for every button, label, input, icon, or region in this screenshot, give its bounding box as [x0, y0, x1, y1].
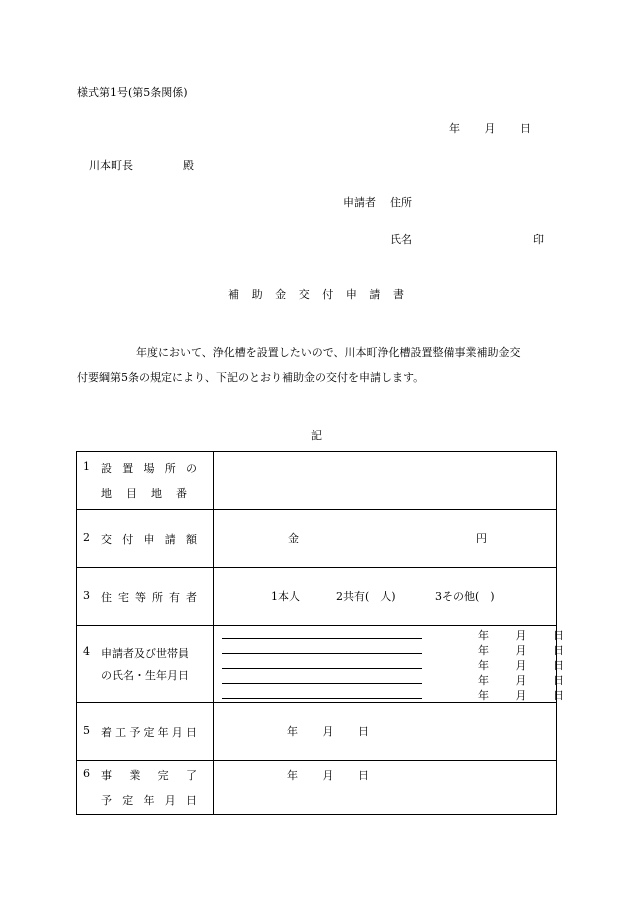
- row4-number: 4: [83, 645, 90, 658]
- row5-month: 月: [322, 724, 334, 738]
- name-label: 氏名: [390, 233, 412, 246]
- address-label: 住所: [390, 196, 412, 209]
- row6-day: 日: [358, 769, 369, 782]
- row3-label-text: 住 宅 等 所 有 者: [101, 590, 197, 604]
- row2-number: 2: [83, 530, 90, 544]
- body-line-1: 年度において、浄化槽を設置したいので、川本町浄化槽設置整備事業補助金交: [136, 346, 521, 359]
- member-name-line[interactable]: [222, 683, 422, 684]
- application-table: [76, 451, 564, 815]
- row1-label: [77, 452, 214, 510]
- owner-option-shared[interactable]: 2共有( 人): [336, 589, 396, 603]
- submission-date: [449, 123, 531, 134]
- birthdate-month: 月: [515, 689, 527, 702]
- table-row: [77, 626, 557, 703]
- birthdate-year: 年: [478, 689, 489, 702]
- birthdate-day: 日: [553, 674, 564, 687]
- birthdate-month: 月: [515, 644, 527, 657]
- row6-month: 月: [322, 769, 334, 782]
- member-name-line[interactable]: [222, 668, 422, 669]
- member-name-line[interactable]: [222, 638, 422, 639]
- row6-label-line1: 事 業 完 了: [101, 769, 197, 782]
- member-birthdate[interactable]: [478, 687, 564, 703]
- row4-label-line2: の氏名・生年月日: [101, 669, 189, 682]
- document-title: 補 助 金 交 付 申 請 書: [228, 288, 404, 301]
- birthdate-month: 月: [515, 674, 527, 687]
- ki-mark: 記: [311, 429, 322, 442]
- date-day: 日: [520, 122, 531, 135]
- yen-mark: 円: [476, 531, 487, 545]
- row1-value[interactable]: [214, 452, 557, 510]
- member-birthdate[interactable]: [478, 672, 564, 688]
- row2-value[interactable]: [214, 510, 557, 568]
- row3-label: [77, 568, 214, 626]
- birthdate-year: 年: [478, 659, 489, 672]
- applicant-label: 申請者: [343, 196, 376, 209]
- member-name-line[interactable]: [222, 653, 422, 654]
- date-year: 年: [449, 122, 460, 135]
- row3-number: 3: [83, 588, 90, 602]
- row6-number: 6: [83, 767, 90, 780]
- member-birthdate[interactable]: [478, 627, 564, 643]
- body-line-2: 付要綱第5条の規定により、下記のとおり補助金の交付を申請します。: [77, 371, 425, 384]
- row4-value: [214, 626, 564, 703]
- seal-mark: 印: [533, 233, 544, 246]
- birthdate-year: 年: [478, 629, 489, 642]
- birthdate-day: 日: [553, 659, 564, 672]
- birthdate-month: 月: [515, 659, 527, 672]
- table-row: [77, 452, 557, 510]
- table-row: [77, 568, 557, 626]
- owner-option-self[interactable]: 1本人: [271, 589, 300, 603]
- row1-number: 1: [83, 460, 90, 473]
- table-row: [77, 761, 557, 815]
- birthdate-month: 月: [515, 629, 527, 642]
- table-row: [77, 703, 557, 761]
- row2-label-text: 交 付 申 請 額: [101, 532, 197, 546]
- row5-number: 5: [83, 723, 90, 737]
- owner-option-other[interactable]: 3その他( ): [435, 589, 495, 603]
- row4-label: [77, 626, 214, 703]
- row3-value: [214, 568, 557, 626]
- member-name-line[interactable]: [222, 698, 422, 699]
- date-month: 月: [484, 122, 496, 135]
- row4-label-line1: 申請者及び世帯員: [101, 647, 189, 660]
- row2-label: [77, 510, 214, 568]
- row5-label-text: 着 工 予 定 年 月 日: [101, 725, 197, 739]
- addressee-name: 川本町長: [89, 159, 133, 172]
- row1-label-line2: 地 目 地 番: [101, 487, 187, 500]
- row6-value[interactable]: [214, 761, 557, 815]
- birthdate-day: 日: [553, 689, 564, 702]
- form-number: 様式第1号(第5条関係): [77, 86, 188, 99]
- row5-value[interactable]: [214, 703, 557, 761]
- birthdate-day: 日: [553, 629, 564, 642]
- row6-label: [77, 761, 214, 815]
- member-birthdate[interactable]: [478, 657, 564, 673]
- birthdate-day: 日: [553, 644, 564, 657]
- kin-mark: 金: [288, 531, 299, 545]
- row1-label-line1: 設 置 場 所 の: [101, 462, 197, 475]
- birthdate-year: 年: [478, 674, 489, 687]
- row6-label-line2: 予 定 年 月 日: [101, 794, 197, 807]
- birthdate-year: 年: [478, 644, 489, 657]
- row6-year: 年: [287, 769, 298, 782]
- addressee-honorific: 殿: [183, 159, 194, 172]
- member-birthdate[interactable]: [478, 642, 564, 658]
- row5-year: 年: [287, 724, 298, 738]
- table-row: [77, 510, 557, 568]
- row5-label: [77, 703, 214, 761]
- row5-day: 日: [358, 724, 369, 738]
